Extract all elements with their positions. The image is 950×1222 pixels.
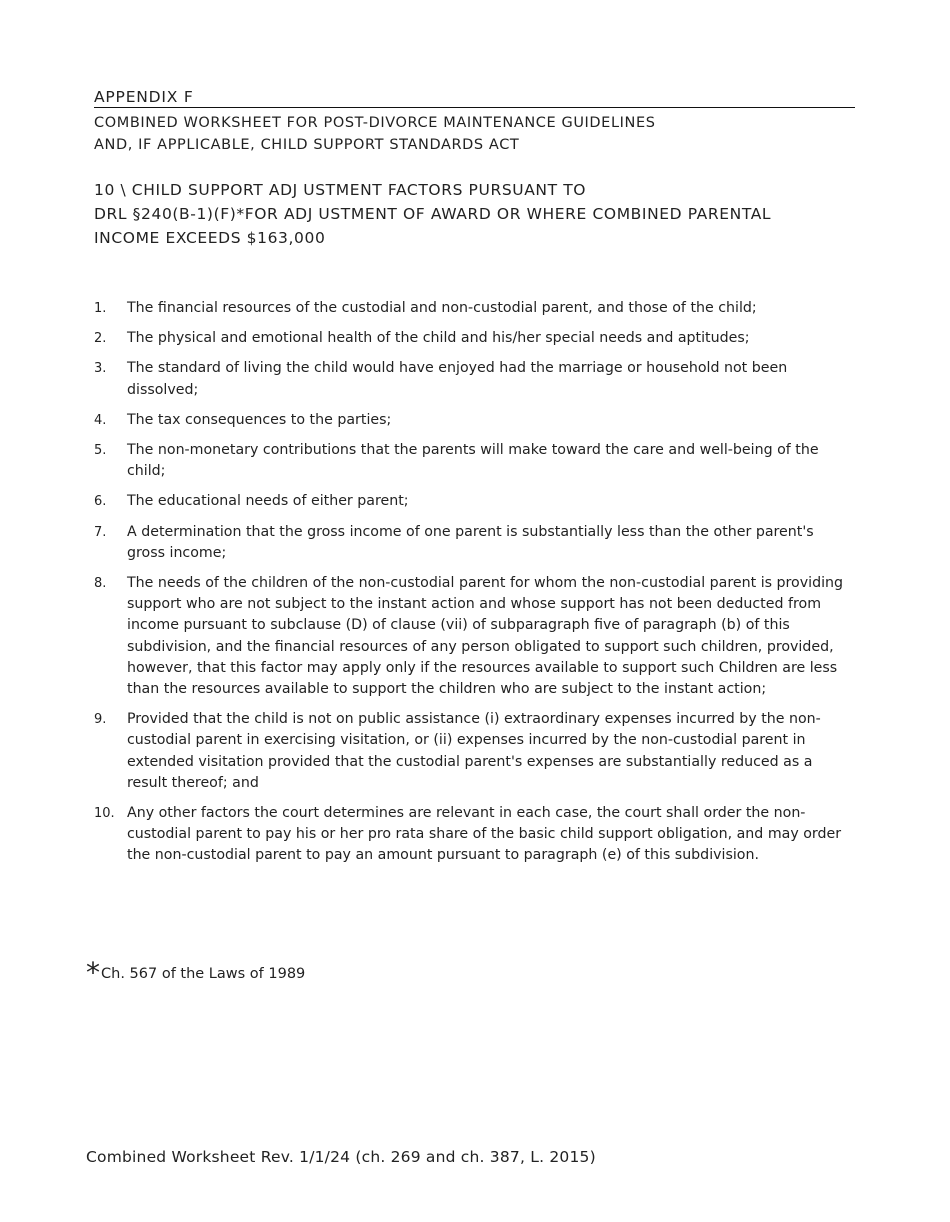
- list-item: [94, 358, 856, 400]
- item-number: 6.: [94, 494, 107, 510]
- footnote: [86, 956, 306, 989]
- item-number: 2.: [94, 331, 107, 347]
- item-text: Any other factors the court determines are relevant in each case, the court shall order the non-custodial parent to pay his or her pro rata share of the basic child support obligation, and may order the non-custodial parent to pay an amount pursuant to paragraph (e) of this subdivision.: [127, 805, 842, 864]
- item-text: The non-monetary contributions that the parents will make toward the care and well-being of the child;: [127, 442, 819, 480]
- item-number: 3.: [94, 361, 107, 377]
- item-number: 8.: [94, 576, 107, 592]
- subtitle-line-1: COMBINED WORKSHEET FOR POST-DIVORCE MAINTENANCE GUIDELINES: [94, 115, 656, 131]
- factor-list: [94, 298, 856, 876]
- page-footer: Combined Worksheet Rev. 1/1/24 (ch. 269 and ch. 387, L. 2015): [86, 1148, 596, 1166]
- item-number: 10.: [94, 806, 115, 822]
- item-text: The physical and emotional health of the child and his/her special needs and aptitudes;: [127, 330, 750, 347]
- item-text: The financial resources of the custodial and non-custodial parent, and those of the child;: [127, 300, 757, 316]
- footnote-text: Ch. 567 of the Laws of 1989: [101, 966, 306, 982]
- list-item: [94, 491, 856, 512]
- section-title: [94, 178, 864, 250]
- section-title-line-2: DRL §240(B-1)(F)*FOR ADJ USTMENT OF AWARD OR WHERE COMBINED PARENTAL: [94, 205, 772, 223]
- item-number: 4.: [94, 412, 107, 428]
- subtitle-line-2: AND, IF APPLICABLE, CHILD SUPPORT STANDARDS ACT: [94, 137, 520, 153]
- item-number: 1.: [94, 301, 107, 316]
- item-text: Provided that the child is not on public assistance (i) extraordinary expenses incurred by the non-custodial parent in exercising visitation, or (ii) expenses incurred by the non-custodial parent in extended visitation provided that the custodial parent's expenses are substantially reduced as a result thereof; and: [127, 711, 821, 791]
- item-text: The tax consequences to the parties;: [127, 411, 392, 428]
- section-title-line-3: INCOME EXCEEDS $163,000: [94, 229, 326, 247]
- list-item: [94, 328, 856, 349]
- item-number: 5.: [94, 443, 107, 459]
- list-item: [94, 410, 856, 431]
- item-text: A determination that the gross income of one parent is substantially less than the other parent's gross income;: [127, 523, 814, 561]
- item-text: The educational needs of either parent;: [127, 493, 409, 510]
- item-number: 9.: [94, 712, 107, 728]
- section-title-line-1: 10 \ CHILD SUPPORT ADJ USTMENT FACTORS PURSUANT TO: [94, 181, 587, 199]
- worksheet-subtitle: [94, 112, 656, 156]
- item-number: 7.: [94, 524, 107, 540]
- list-item: [94, 803, 856, 867]
- appendix-heading: APPENDIX F: [94, 87, 855, 108]
- list-item: [94, 522, 856, 564]
- list-item: [94, 709, 856, 794]
- list-item: [94, 573, 856, 700]
- item-text: The standard of living the child would have enjoyed had the marriage or household not been dissolved;: [127, 360, 788, 398]
- list-item: [94, 440, 856, 482]
- footnote-asterisk: *: [86, 956, 100, 989]
- list-item: [94, 298, 856, 319]
- item-text: The needs of the children of the non-custodial parent for whom the non-custodial parent is providing support who are not subject to the instant action and whose support has not been deducted from income pursuant to subclause (D) of clause (vii) of subparagraph five of paragraph (b) of this subdivision, and the financial resources of any person obligated to support such children, provided, however, that this factor may apply only if the resources available to support such Children are less than the resources available to support the children who are subject to the instant action;: [127, 575, 844, 698]
